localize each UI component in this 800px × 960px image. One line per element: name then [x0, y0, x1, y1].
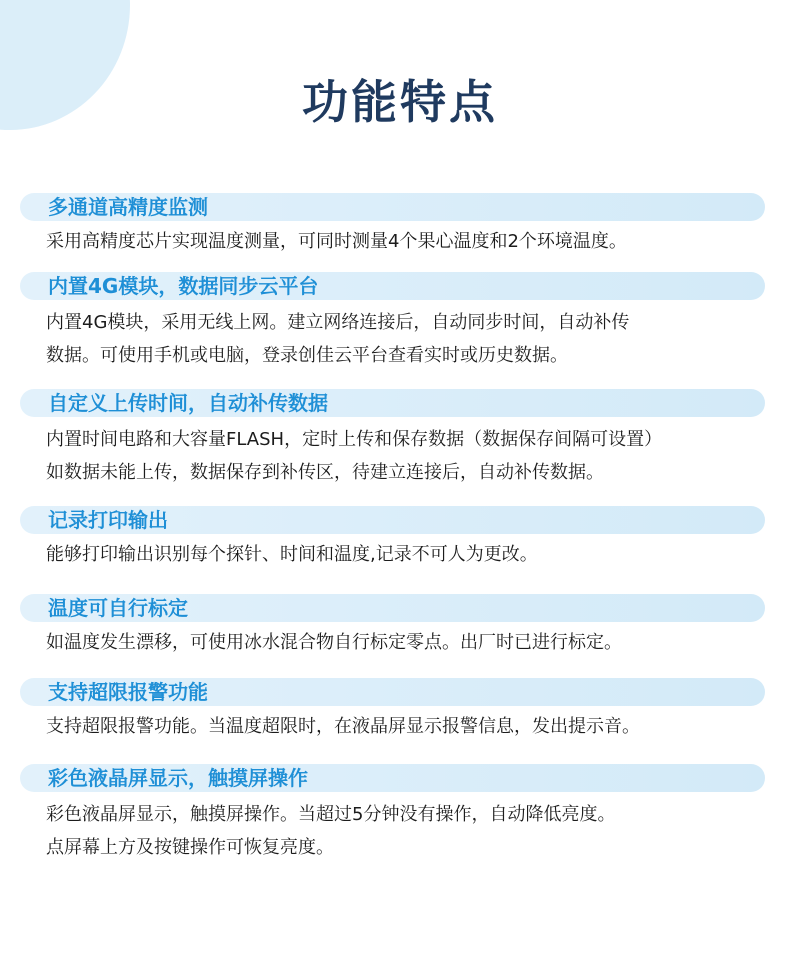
feature-body-line: 支持超限报警功能。当温度超限时，在液晶屏显示报警信息，发出提示音。: [46, 716, 640, 737]
page-title: 功能特点: [302, 75, 498, 129]
feature-heading: 内置4G模块，数据同步云平台: [48, 274, 319, 298]
feature-body: [46, 225, 627, 258]
feature-body-line: 如温度发生漂移，可使用冰水混合物自行标定零点。出厂时已进行标定。: [46, 632, 622, 653]
feature-heading: 温度可自行标定: [48, 596, 188, 620]
feature-body-line: 能够打印输出识别每个探针、时间和温度,记录不可人为更改。: [46, 544, 538, 565]
feature-heading: 记录打印输出: [48, 508, 168, 532]
feature-body: [46, 626, 622, 659]
feature-body: [46, 710, 640, 743]
feature-body-line: 如数据未能上传，数据保存到补传区，待建立连接后，自动补传数据。: [46, 462, 604, 483]
feature-body: [46, 538, 538, 571]
feature-heading: 彩色液晶屏显示，触摸屏操作: [48, 766, 308, 790]
feature-heading: 支持超限报警功能: [48, 680, 208, 704]
feature-body: [46, 306, 629, 372]
feature-body-line: 采用高精度芯片实现温度测量，可同时测量4个果心温度和2个环境温度。: [46, 231, 627, 252]
feature-body: [46, 423, 662, 489]
feature-body-line: 点屏幕上方及按键操作可恢复亮度。: [46, 837, 334, 858]
feature-body-line: 内置4G模块，采用无线上网。建立网络连接后，自动同步时间，自动补传: [46, 312, 630, 333]
feature-heading: 自定义上传时间，自动补传数据: [48, 391, 328, 415]
feature-heading: 多通道高精度监测: [48, 195, 208, 219]
feature-body-line: 内置时间电路和大容量FLASH，定时上传和保存数据（数据保存间隔可设置）: [46, 429, 663, 450]
feature-body-line: 数据。可使用手机或电脑，登录创佳云平台查看实时或历史数据。: [46, 345, 568, 366]
feature-body-line: 彩色液晶屏显示，触摸屏操作。当超过5分钟没有操作，自动降低亮度。: [46, 804, 616, 825]
feature-body: [46, 798, 615, 864]
